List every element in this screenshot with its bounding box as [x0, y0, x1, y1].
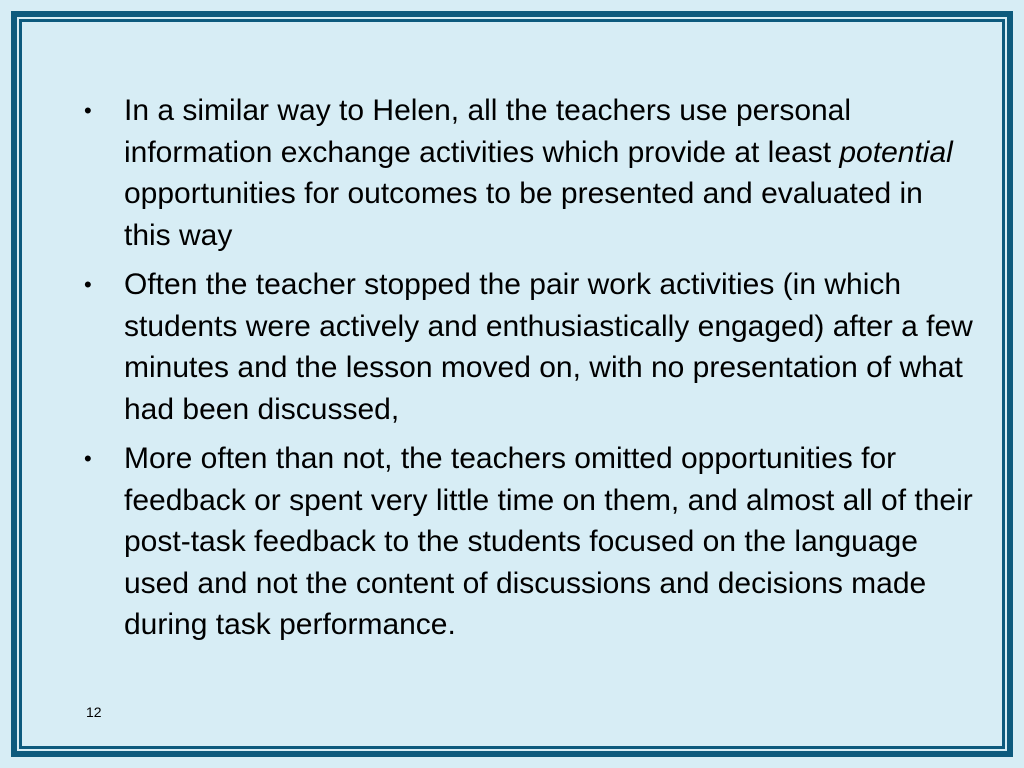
bullet-list [84, 90, 974, 646]
bullet-text-2: Often the teacher stopped the pair work activities (in which students were actively and enthusiastically engaged) after a few minutes and the lesson moved on, with no presentation of what had been discussed, [124, 268, 973, 426]
bullet-text-1-italic: potential [839, 135, 953, 169]
bullet-icon: • [84, 98, 92, 123]
bullet-text-1-start: In a similar way to Helen, all the teachers use personal information exchange activities which provide at least [124, 94, 852, 169]
bullet-item-2 [84, 264, 974, 430]
bullet-text-3: More often than not, the teachers omitted opportunities for feedback or spent very little time on them, and almost all of their post-task feedback to the students focused on the language used and not the content of discussions and decisions made during task performance. [124, 442, 973, 641]
bullet-icon: • [84, 272, 92, 297]
slide-content [84, 90, 974, 654]
bullet-icon: • [84, 446, 92, 471]
bullet-item-1 [84, 90, 974, 256]
bullet-item-3 [84, 438, 974, 646]
bullet-text-1-end: opportunities for outcomes to be presented and evaluated in this way [124, 177, 923, 252]
page-number: 12 [86, 704, 102, 720]
